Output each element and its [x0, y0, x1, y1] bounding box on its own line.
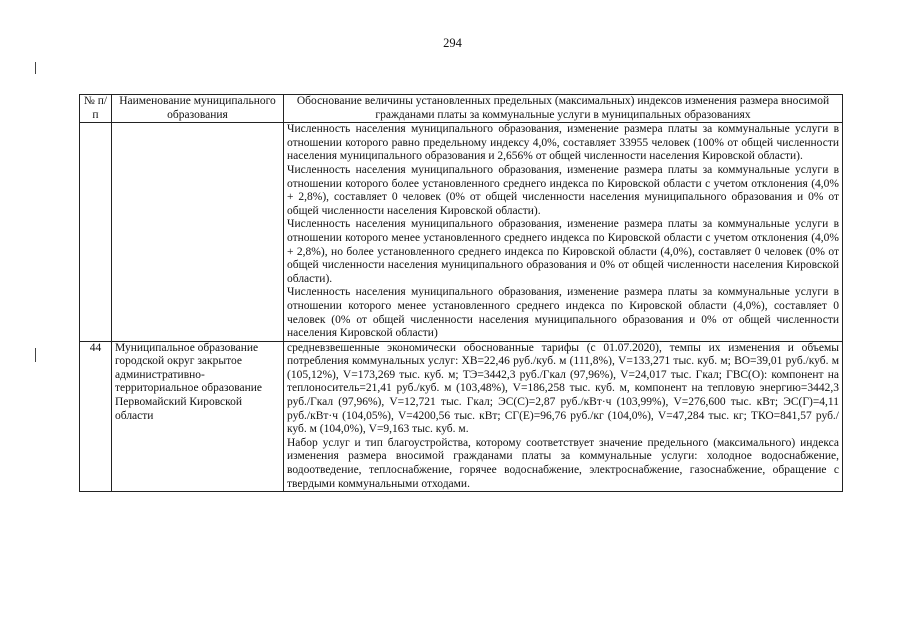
- row-num-cell: [80, 123, 112, 342]
- header-reason: Обоснование величины установленных предельных (максимальных) индексов изменения размера вносимой гражданами платы за коммунальные услуги в муниципальных образованиях: [284, 95, 843, 123]
- tariff-index-table: [79, 94, 843, 492]
- page-number: 294: [443, 36, 462, 50]
- table-row: [80, 341, 843, 492]
- table-row: [80, 123, 843, 342]
- row-reason-cell: [284, 123, 843, 342]
- reason-paragraph: средневзвешенные экономически обоснованные тарифы (с 01.07.2020), темпы их изменения и объемы потребления коммунальных услуг: ХВ=22,46 руб./куб. м (111,8%), V=133,271 тыс. куб. м; ВО=39,01 руб./куб. м (105,12%), V=173,269 тыс. куб. м; ТЭ=3442,3 руб./Гкал (97,96%), V=24,017 тыс. Гкал; ГВС(О): компонент на теплоноситель=21,41 руб./куб. м (103,48%), V=186,258 тыс. куб. м, компонент на тепловую энергию=3442,3 руб./Гкал (97,96%), V=12,721 тыс. Гкал; ЭС(С)=2,87 руб./кВт·ч (103,99%), V=276,600 тыс. кВт; ЭС(Г)=4,11 руб./кВт·ч (104,05%), V=4200,56 тыс. кВт; СГ(Е)=96,76 руб./кг (104,0%), V=47,284 тыс. кг; ТКО=841,57 руб./куб. м (104,0%), V=9,163 тыс. куб. м.: [287, 341, 839, 436]
- reason-paragraph: Численность населения муниципального образования, изменение размера платы за коммунальные услуги в отношении которого менее установленного среднего индекса по Кировской области (4,0%), составляет 0 человек (0% от общей численности населения муниципального образования и 0% от общей численности населения Кировской области): [287, 286, 839, 340]
- reason-paragraph: Численность населения муниципального образования, изменение размера платы за коммунальные услуги в отношении которого равно предельному индексу 4,0%, составляет 33955 человек (100% от общей численности населения муниципального образования и 2,656% от общей численности населения Кировской области).: [287, 123, 839, 163]
- row-num-cell: 44: [80, 341, 112, 492]
- margin-mark: [35, 348, 36, 362]
- row-name-cell: [112, 123, 284, 342]
- margin-mark: [35, 62, 36, 74]
- row-reason-cell: [284, 341, 843, 492]
- header-num: № п/п: [80, 95, 112, 123]
- table-header-row: [80, 95, 843, 123]
- reason-paragraph: Численность населения муниципального образования, изменение размера платы за коммунальные услуги в отношении которого менее установленного среднего индекса по Кировской области с учетом отклонения (4,0% + 2,8%), но более установленного среднего индекса по Кировской области (4,0%), составляет 0 человек (0% от общей численности населения муниципального образования и 0% от общей численности населения Кировской области).: [287, 218, 839, 285]
- row-name-cell: Муниципальное образование городской округ закрытое административно-территориальное образование Первомайский Кировской области: [112, 341, 284, 492]
- reason-paragraph: Численность населения муниципального образования, изменение размера платы за коммунальные услуги в отношении которого более установленного среднего индекса по Кировской области с учетом отклонения (4,0% + 2,8%), составляет 0 человек (0% от общей численности населения муниципального образования и 0% от общей численности населения Кировской области).: [287, 163, 839, 217]
- header-name: Наименование муниципального образования: [112, 95, 284, 123]
- reason-paragraph: Набор услуг и тип благоустройства, которому соответствует значение предельного (максимального) индекса изменения размера вносимой гражданами платы за коммунальные услуги: холодное водоснабжение, водоотведение, теплоснабжение, горячее водоснабжение, электроснабжение, газоснабжение, обращение с твердыми коммунальными отходами.: [287, 436, 839, 490]
